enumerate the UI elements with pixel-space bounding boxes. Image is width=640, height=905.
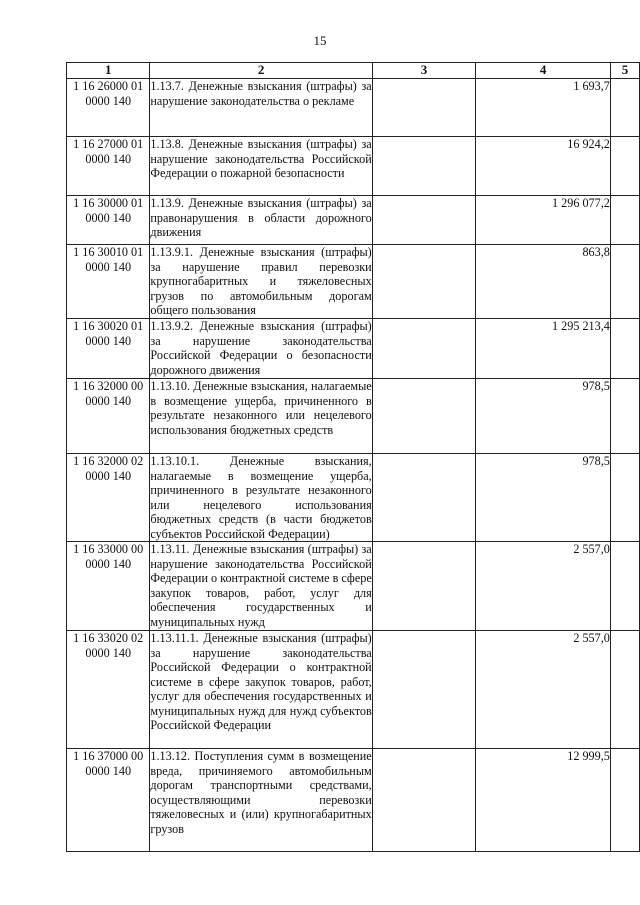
amount-value: 1 693,7 [573,79,610,93]
revenue-description: 1.13.10. Денежные взыскания, налагаемые в возмещение ущерба, причиненного в результате незаконного или нецелевого использования бюджетных средств [150,379,372,454]
revenue-description: 1.13.8. Денежные взыскания (штрафы) за нарушение законодательства Российской Федерации о пожарной безопасности [150,137,372,196]
amount-cell [476,319,611,379]
col5-cell [610,454,639,542]
header-col-2: 2 [150,63,372,79]
table-row [67,79,640,137]
amount-cell [476,137,611,196]
header-row [67,63,640,79]
amount-cell [476,79,611,137]
budget-code: 1 16 32000 02 0000 140 [67,454,150,542]
table-row [67,245,640,319]
amount-value: 2 557,0 [573,631,610,645]
col5-cell [610,196,639,245]
budget-code: 1 16 33000 00 0000 140 [67,542,150,631]
col5-cell [610,319,639,379]
budget-code: 1 16 33020 02 0000 140 [67,631,150,749]
header-col-4: 4 [476,63,611,79]
col5-cell [610,79,639,137]
table-row [67,137,640,196]
revenue-description: 1.13.11. Денежные взыскания (штрафы) за нарушение законодательства Российской Федерации о контрактной системе в сфере закупок товаров, работ, услуг для обеспечения государственных и муниципальных нужд [150,542,372,629]
col5-cell [610,245,639,319]
amount-cell [476,631,611,749]
amount-cell [476,245,611,319]
revenue-description: 1.13.12. Поступления сумм в возмещение вреда, причиняемого автомобильным дорогам транспортными средствами, осуществляющими перевозки тяжеловесных и (или) крупногабаритных грузов [150,749,372,852]
col3-cell [372,196,476,245]
header-col-3: 3 [372,63,476,79]
col3-cell [372,79,476,137]
amount-value: 2 557,0 [573,542,610,556]
amount-value: 16 924,2 [567,137,610,151]
col3-cell [372,542,476,631]
amount-cell [476,749,611,852]
col3-cell [372,137,476,196]
col5-cell [610,631,639,749]
page-number: 15 [313,33,327,48]
amount-value: 978,5 [582,454,610,468]
revenue-description: 1.13.11.1. Денежные взыскания (штрафы) за нарушение законодательства Российской Федерации о контрактной системе в сфере закупок товаров, работ, услуг для обеспечения государственных и муниципальных нужд для нужд субъектов Российской Федерации [150,631,372,749]
col3-cell [372,319,476,379]
budget-code: 1 16 30000 01 0000 140 [67,196,150,245]
budget-code: 1 16 30010 01 0000 140 [67,245,150,319]
budget-code: 1 16 32000 00 0000 140 [67,379,150,454]
revenue-description: 1.13.9. Денежные взыскания (штрафы) за правонарушения в области дорожного движения [150,196,372,245]
col3-cell [372,379,476,454]
col5-cell [610,137,639,196]
table-row [67,454,640,542]
table-row [67,196,640,245]
col3-cell [372,631,476,749]
table-row [67,319,640,379]
amount-value: 863,8 [582,245,610,259]
amount-value: 978,5 [582,379,610,393]
amount-cell [476,196,611,245]
table-row [67,542,640,631]
amount-cell [476,542,611,631]
budget-code: 1 16 37000 00 0000 140 [67,749,150,852]
revenue-description: 1.13.9.1. Денежные взыскания (штрафы) за нарушение правил перевозки крупногабаритных и тяжеловесных грузов по автомобильным дорогам общего пользования [150,245,372,317]
budget-code: 1 16 30020 01 0000 140 [67,319,150,379]
table-row [67,749,640,852]
header-col-1: 1 [67,63,150,79]
amount-value: 1 296 077,2 [551,196,610,210]
revenue-table [66,62,640,852]
col3-cell [372,245,476,319]
header-col-5: 5 [610,63,639,79]
amount-cell [476,379,611,454]
budget-code: 1 16 26000 01 0000 140 [67,79,150,137]
revenue-description: 1.13.9.2. Денежные взыскания (штрафы) за нарушение законодательства Российской Федерации о безопасности дорожного движения [150,319,372,377]
budget-code: 1 16 27000 01 0000 140 [67,137,150,196]
col3-cell [372,454,476,542]
revenue-description: 1.13.10.1. Денежные взыскания, налагаемые в возмещение ущерба, причиненного в результате незаконного или нецелевого использования бюджетных средств (в части бюджетов субъектов Российской Федерации) [150,454,372,541]
amount-value: 1 295 213,4 [551,319,610,333]
revenue-description: 1.13.7. Денежные взыскания (штрафы) за нарушение законодательства о рекламе [150,79,372,137]
col3-cell [372,749,476,852]
table-row [67,379,640,454]
amount-cell [476,454,611,542]
table-row [67,631,640,749]
col5-cell [610,749,639,852]
amount-value: 12 999,5 [567,749,610,763]
col5-cell [610,379,639,454]
col5-cell [610,542,639,631]
